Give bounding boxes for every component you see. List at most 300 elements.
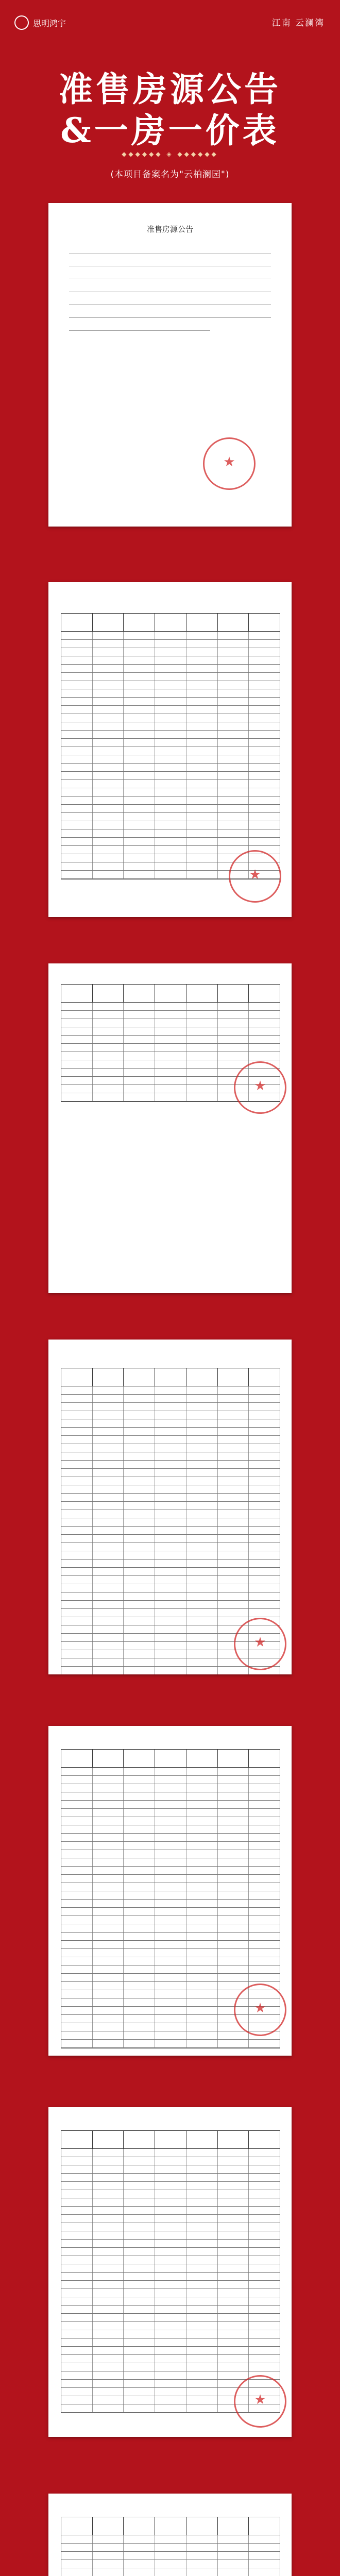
table-cell <box>93 1411 124 1419</box>
table-cell <box>155 1003 186 1010</box>
table-cell <box>155 2149 186 2157</box>
table-cell <box>186 1502 218 1510</box>
table-cell <box>218 1411 249 1419</box>
table-header <box>61 2131 280 2149</box>
table-cell <box>249 722 280 730</box>
table-cell <box>124 1452 155 1460</box>
table-cell <box>218 838 249 845</box>
table-cell <box>186 2157 218 2165</box>
table-cell <box>249 1494 280 1501</box>
table-cell <box>124 2568 155 2576</box>
table-cell <box>93 1809 124 1817</box>
table-cell <box>218 2264 249 2272</box>
table-row <box>61 1858 280 1867</box>
table-row <box>61 1494 280 1502</box>
table-cell <box>218 648 249 656</box>
table-cell <box>218 1403 249 1411</box>
table-cell <box>61 1428 93 1435</box>
price-table-5 <box>61 2130 280 2413</box>
table-cell <box>249 1036 280 1043</box>
table-cell <box>93 2182 124 2190</box>
table-cell <box>61 2149 93 2157</box>
table-row <box>61 2040 280 2048</box>
table-cell <box>155 805 186 812</box>
table-cell <box>218 813 249 821</box>
table-cell <box>249 2289 280 2297</box>
table-cell <box>249 2215 280 2223</box>
table-row <box>61 1768 280 1776</box>
table-cell <box>186 2363 218 2371</box>
table-cell <box>124 838 155 845</box>
table-cell <box>155 1916 186 1924</box>
table-row <box>61 2363 280 2371</box>
table-row <box>61 805 280 813</box>
table-cell <box>249 2338 280 2346</box>
table-cell <box>93 1842 124 1850</box>
table-cell <box>61 747 93 755</box>
table-row <box>61 2256 280 2264</box>
table-cell <box>155 2256 186 2264</box>
table-cell <box>249 2198 280 2206</box>
table-cell <box>249 1908 280 1916</box>
table-cell <box>93 2388 124 2396</box>
table-cell <box>155 2182 186 2190</box>
table-cell <box>124 813 155 821</box>
table-cell <box>124 1974 155 1981</box>
table-row <box>61 2174 280 2182</box>
table-cell <box>93 2355 124 2363</box>
table-cell <box>124 1933 155 1940</box>
table-cell <box>249 1842 280 1850</box>
table-row <box>61 2289 280 2297</box>
table-cell <box>155 2198 186 2206</box>
table-cell <box>124 2157 155 2165</box>
table-row <box>61 1527 280 1535</box>
table-cell <box>93 1027 124 1035</box>
table-cell <box>155 1502 186 1510</box>
table-cell <box>124 1842 155 1850</box>
table-cell <box>186 2198 218 2206</box>
table-cell <box>61 1060 93 1068</box>
table-cell <box>186 1801 218 1808</box>
table-cell <box>249 2149 280 2157</box>
table-cell <box>186 1634 218 1641</box>
table-cell <box>186 2256 218 2264</box>
table-cell <box>61 1998 93 2006</box>
table-cell <box>124 1052 155 1060</box>
table-cell <box>61 1036 93 1043</box>
table-cell <box>61 1568 93 1575</box>
table-row <box>61 796 280 805</box>
table-cell <box>218 755 249 763</box>
table-cell <box>186 1957 218 1965</box>
table-cell <box>93 1617 124 1625</box>
table-cell <box>218 714 249 722</box>
table-cell <box>93 1060 124 1068</box>
table-cell <box>218 1817 249 1825</box>
table-row <box>61 2330 280 2338</box>
table-cell <box>218 829 249 837</box>
table-row <box>61 1502 280 1510</box>
table-cell <box>61 2023 93 2031</box>
table-cell <box>93 2347 124 2354</box>
table-cell <box>61 838 93 845</box>
table-cell <box>186 2297 218 2305</box>
table-cell <box>61 1817 93 1825</box>
table-cell <box>61 2264 93 2272</box>
table-cell <box>124 1069 155 1076</box>
table-row <box>61 2165 280 2174</box>
table-cell <box>186 2396 218 2404</box>
table-row <box>61 640 280 648</box>
table-cell <box>61 2040 93 2047</box>
table-cell <box>249 1411 280 1419</box>
table-cell <box>249 1609 280 1617</box>
table-cell <box>218 2535 249 2543</box>
table-rows <box>61 632 280 879</box>
table-cell <box>61 1395 93 1402</box>
table-cell <box>249 1924 280 1932</box>
table-cell <box>124 1411 155 1419</box>
table-cell <box>186 2174 218 2181</box>
table-cell <box>93 1584 124 1592</box>
table-row <box>61 656 280 665</box>
table-cell <box>249 1949 280 1957</box>
table-cell <box>124 772 155 779</box>
table-row <box>61 1875 280 1883</box>
table-cell <box>124 1916 155 1924</box>
table-cell <box>93 2157 124 2165</box>
table-cell <box>218 1883 249 1891</box>
table-cell <box>124 747 155 755</box>
table-cell <box>124 2031 155 2039</box>
table-cell <box>218 2347 249 2354</box>
official-seal-icon <box>234 1618 286 1670</box>
table-cell <box>155 1875 186 1883</box>
table-cell <box>186 1974 218 1981</box>
table-cell <box>93 1419 124 1427</box>
table-cell <box>124 854 155 862</box>
table-cell <box>155 1634 186 1641</box>
table-cell <box>186 1411 218 1419</box>
table-cell <box>61 1419 93 1427</box>
table-cell <box>186 1428 218 1435</box>
table-cell <box>93 1875 124 1883</box>
table-cell <box>61 1560 93 1567</box>
table-cell <box>61 1019 93 1027</box>
table-cell <box>93 706 124 714</box>
table-cell <box>186 1019 218 1027</box>
table-cell <box>61 689 93 697</box>
table-cell <box>186 1485 218 1493</box>
table-cell <box>249 1850 280 1858</box>
table-cell <box>61 1667 93 1674</box>
table-cell <box>124 2297 155 2305</box>
table-cell <box>186 1658 218 1666</box>
table-row <box>61 821 280 829</box>
table-cell <box>124 1403 155 1411</box>
table-row <box>61 1933 280 1941</box>
left-brand-logo <box>14 15 66 30</box>
table-row <box>61 1801 280 1809</box>
table-cell <box>93 1965 124 1973</box>
table-cell <box>155 2007 186 2014</box>
table-cell <box>124 2007 155 2014</box>
table-cell <box>155 2273 186 2280</box>
table-cell <box>124 1527 155 1534</box>
table-cell <box>218 2363 249 2371</box>
table-cell <box>186 764 218 771</box>
table-cell <box>249 1900 280 1907</box>
table-cell <box>61 1535 93 1543</box>
table-cell <box>61 1858 93 1866</box>
table-cell <box>61 1891 93 1899</box>
table-cell <box>124 1436 155 1444</box>
table-cell <box>155 2363 186 2371</box>
table-cell <box>61 1974 93 1981</box>
table-cell <box>61 2347 93 2354</box>
table-cell <box>61 1768 93 1775</box>
table-cell <box>93 1502 124 1510</box>
table-row <box>61 2231 280 2240</box>
table-cell <box>186 1883 218 1891</box>
table-cell <box>186 2568 218 2576</box>
table-cell <box>124 1768 155 1775</box>
table-cell <box>93 2396 124 2404</box>
table-cell <box>124 1060 155 1068</box>
table-cell <box>155 1908 186 1916</box>
table-row <box>61 632 280 640</box>
table-cell <box>93 1867 124 1874</box>
table-cell <box>249 2273 280 2280</box>
table-cell <box>186 2338 218 2346</box>
table-row <box>61 1592 280 1601</box>
table-cell <box>61 1527 93 1534</box>
table-cell <box>249 1461 280 1468</box>
table-cell <box>218 1916 249 1924</box>
table-row <box>61 1916 280 1924</box>
table-cell <box>218 1551 249 1559</box>
table-cell <box>155 1518 186 1526</box>
table-cell <box>249 829 280 837</box>
table-cell <box>61 2215 93 2223</box>
table-row <box>61 1403 280 1411</box>
table-row <box>61 1965 280 1974</box>
table-cell <box>124 2264 155 2272</box>
table-row <box>61 739 280 747</box>
table-cell <box>218 2355 249 2363</box>
table-cell <box>93 1916 124 1924</box>
table-cell <box>93 2380 124 2387</box>
table-cell <box>93 1510 124 1518</box>
table-cell <box>186 780 218 788</box>
table-cell <box>218 2371 249 2379</box>
table-cell <box>93 2174 124 2181</box>
table-row <box>61 1908 280 1916</box>
table-cell <box>93 1776 124 1784</box>
table-cell <box>61 1011 93 1019</box>
table-cell <box>155 2165 186 2173</box>
table-cell <box>249 2560 280 2568</box>
table-cell <box>186 1584 218 1592</box>
table-cell <box>124 1601 155 1608</box>
table-cell <box>186 1452 218 1460</box>
table-cell <box>186 1965 218 1973</box>
table-cell <box>155 2248 186 2256</box>
table-cell <box>186 2040 218 2047</box>
table-row <box>61 1900 280 1908</box>
table-cell <box>124 1900 155 1907</box>
table-cell <box>186 1518 218 1526</box>
table-cell <box>249 2281 280 2289</box>
table-cell <box>93 632 124 639</box>
table-cell <box>61 871 93 878</box>
table-cell <box>218 665 249 672</box>
table-cell <box>186 2015 218 2023</box>
table-row <box>61 1510 280 1518</box>
table-row <box>61 698 280 706</box>
table-cell <box>124 1867 155 1874</box>
table-cell <box>61 2355 93 2363</box>
table-cell <box>61 698 93 705</box>
table-cell <box>218 2314 249 2321</box>
table-cell <box>93 2198 124 2206</box>
table-cell <box>186 1069 218 1076</box>
table-cell <box>93 838 124 845</box>
table-cell <box>186 2314 218 2321</box>
announcement-sheet <box>48 203 292 527</box>
table-cell <box>61 2273 93 2280</box>
table-cell <box>155 1792 186 1800</box>
table-cell <box>155 2347 186 2354</box>
table-cell <box>249 2248 280 2256</box>
table-cell <box>61 1825 93 1833</box>
table-cell <box>155 656 186 664</box>
table-cell <box>218 1834 249 1841</box>
table-cell <box>124 1093 155 1101</box>
table-cell <box>155 1924 186 1932</box>
table-cell <box>218 698 249 705</box>
table-cell <box>93 2544 124 2551</box>
table-cell <box>93 1933 124 1940</box>
table-cell <box>61 2552 93 2560</box>
table-cell <box>124 2544 155 2551</box>
table-cell <box>155 1867 186 1874</box>
table-cell <box>186 1784 218 1792</box>
table-row <box>61 838 280 846</box>
table-cell <box>124 2371 155 2379</box>
table-row <box>61 1957 280 1965</box>
table-cell <box>186 1609 218 1617</box>
table-cell <box>186 2149 218 2157</box>
table-cell <box>61 2248 93 2256</box>
table-cell <box>124 2231 155 2239</box>
table-cell <box>186 2347 218 2354</box>
table-cell <box>249 796 280 804</box>
table-cell <box>155 2568 186 2576</box>
table-cell <box>124 2281 155 2289</box>
right-brand-logo: 江南 云澜湾 <box>271 18 325 28</box>
table-cell <box>155 1883 186 1891</box>
table-cell <box>218 706 249 714</box>
official-seal-icon <box>234 1984 286 2036</box>
table-cell <box>249 673 280 681</box>
table-cell <box>93 1768 124 1775</box>
table-row <box>61 1461 280 1469</box>
table-cell <box>124 1469 155 1477</box>
table-cell <box>155 1085 186 1093</box>
table-cell <box>155 2023 186 2031</box>
table-cell <box>155 2404 186 2412</box>
table-cell <box>249 2207 280 2214</box>
table-cell <box>218 1609 249 1617</box>
table-row <box>61 1469 280 1477</box>
table-cell <box>218 1584 249 1592</box>
table-cell <box>124 1957 155 1965</box>
table-cell <box>93 1850 124 1858</box>
official-seal-icon <box>234 2375 286 2428</box>
table-row <box>61 1027 280 1036</box>
table-cell <box>93 2223 124 2231</box>
table-cell <box>61 2297 93 2305</box>
table-cell <box>61 1584 93 1592</box>
table-row <box>61 2355 280 2363</box>
table-cell <box>93 846 124 854</box>
table-cell <box>249 1601 280 1608</box>
table-cell <box>186 2165 218 2173</box>
table-cell <box>155 1584 186 1592</box>
table-cell <box>93 2190 124 2198</box>
table-cell <box>61 2371 93 2379</box>
table-cell <box>218 2552 249 2560</box>
table-cell <box>61 2007 93 2014</box>
table-cell <box>249 764 280 771</box>
table-cell <box>155 1535 186 1543</box>
table-cell <box>124 2355 155 2363</box>
table-cell <box>249 1485 280 1493</box>
table-cell <box>124 1543 155 1551</box>
table-row <box>61 1584 280 1592</box>
table-cell <box>93 755 124 763</box>
table-cell <box>218 1027 249 1035</box>
table-cell <box>249 2544 280 2551</box>
table-cell <box>61 2231 93 2239</box>
table-cell <box>124 1510 155 1518</box>
table-cell <box>186 689 218 697</box>
table-cell <box>124 714 155 722</box>
table-cell <box>249 1560 280 1567</box>
table-cell <box>218 1494 249 1501</box>
table-cell <box>218 1003 249 1010</box>
table-cell <box>155 722 186 730</box>
table-cell <box>61 1003 93 1010</box>
table-cell <box>218 673 249 681</box>
table-cell <box>61 1518 93 1526</box>
table-cell <box>124 1858 155 1866</box>
table-cell <box>186 1436 218 1444</box>
table-cell <box>155 2289 186 2297</box>
table-cell <box>186 772 218 779</box>
price-table-sheet-6 <box>48 2494 292 2576</box>
table-row <box>61 829 280 838</box>
table-cell <box>249 714 280 722</box>
table-cell <box>186 1461 218 1468</box>
table-cell <box>186 1060 218 1068</box>
table-cell <box>155 2231 186 2239</box>
table-cell <box>93 1069 124 1076</box>
table-cell <box>155 846 186 854</box>
table-cell <box>61 1044 93 1052</box>
